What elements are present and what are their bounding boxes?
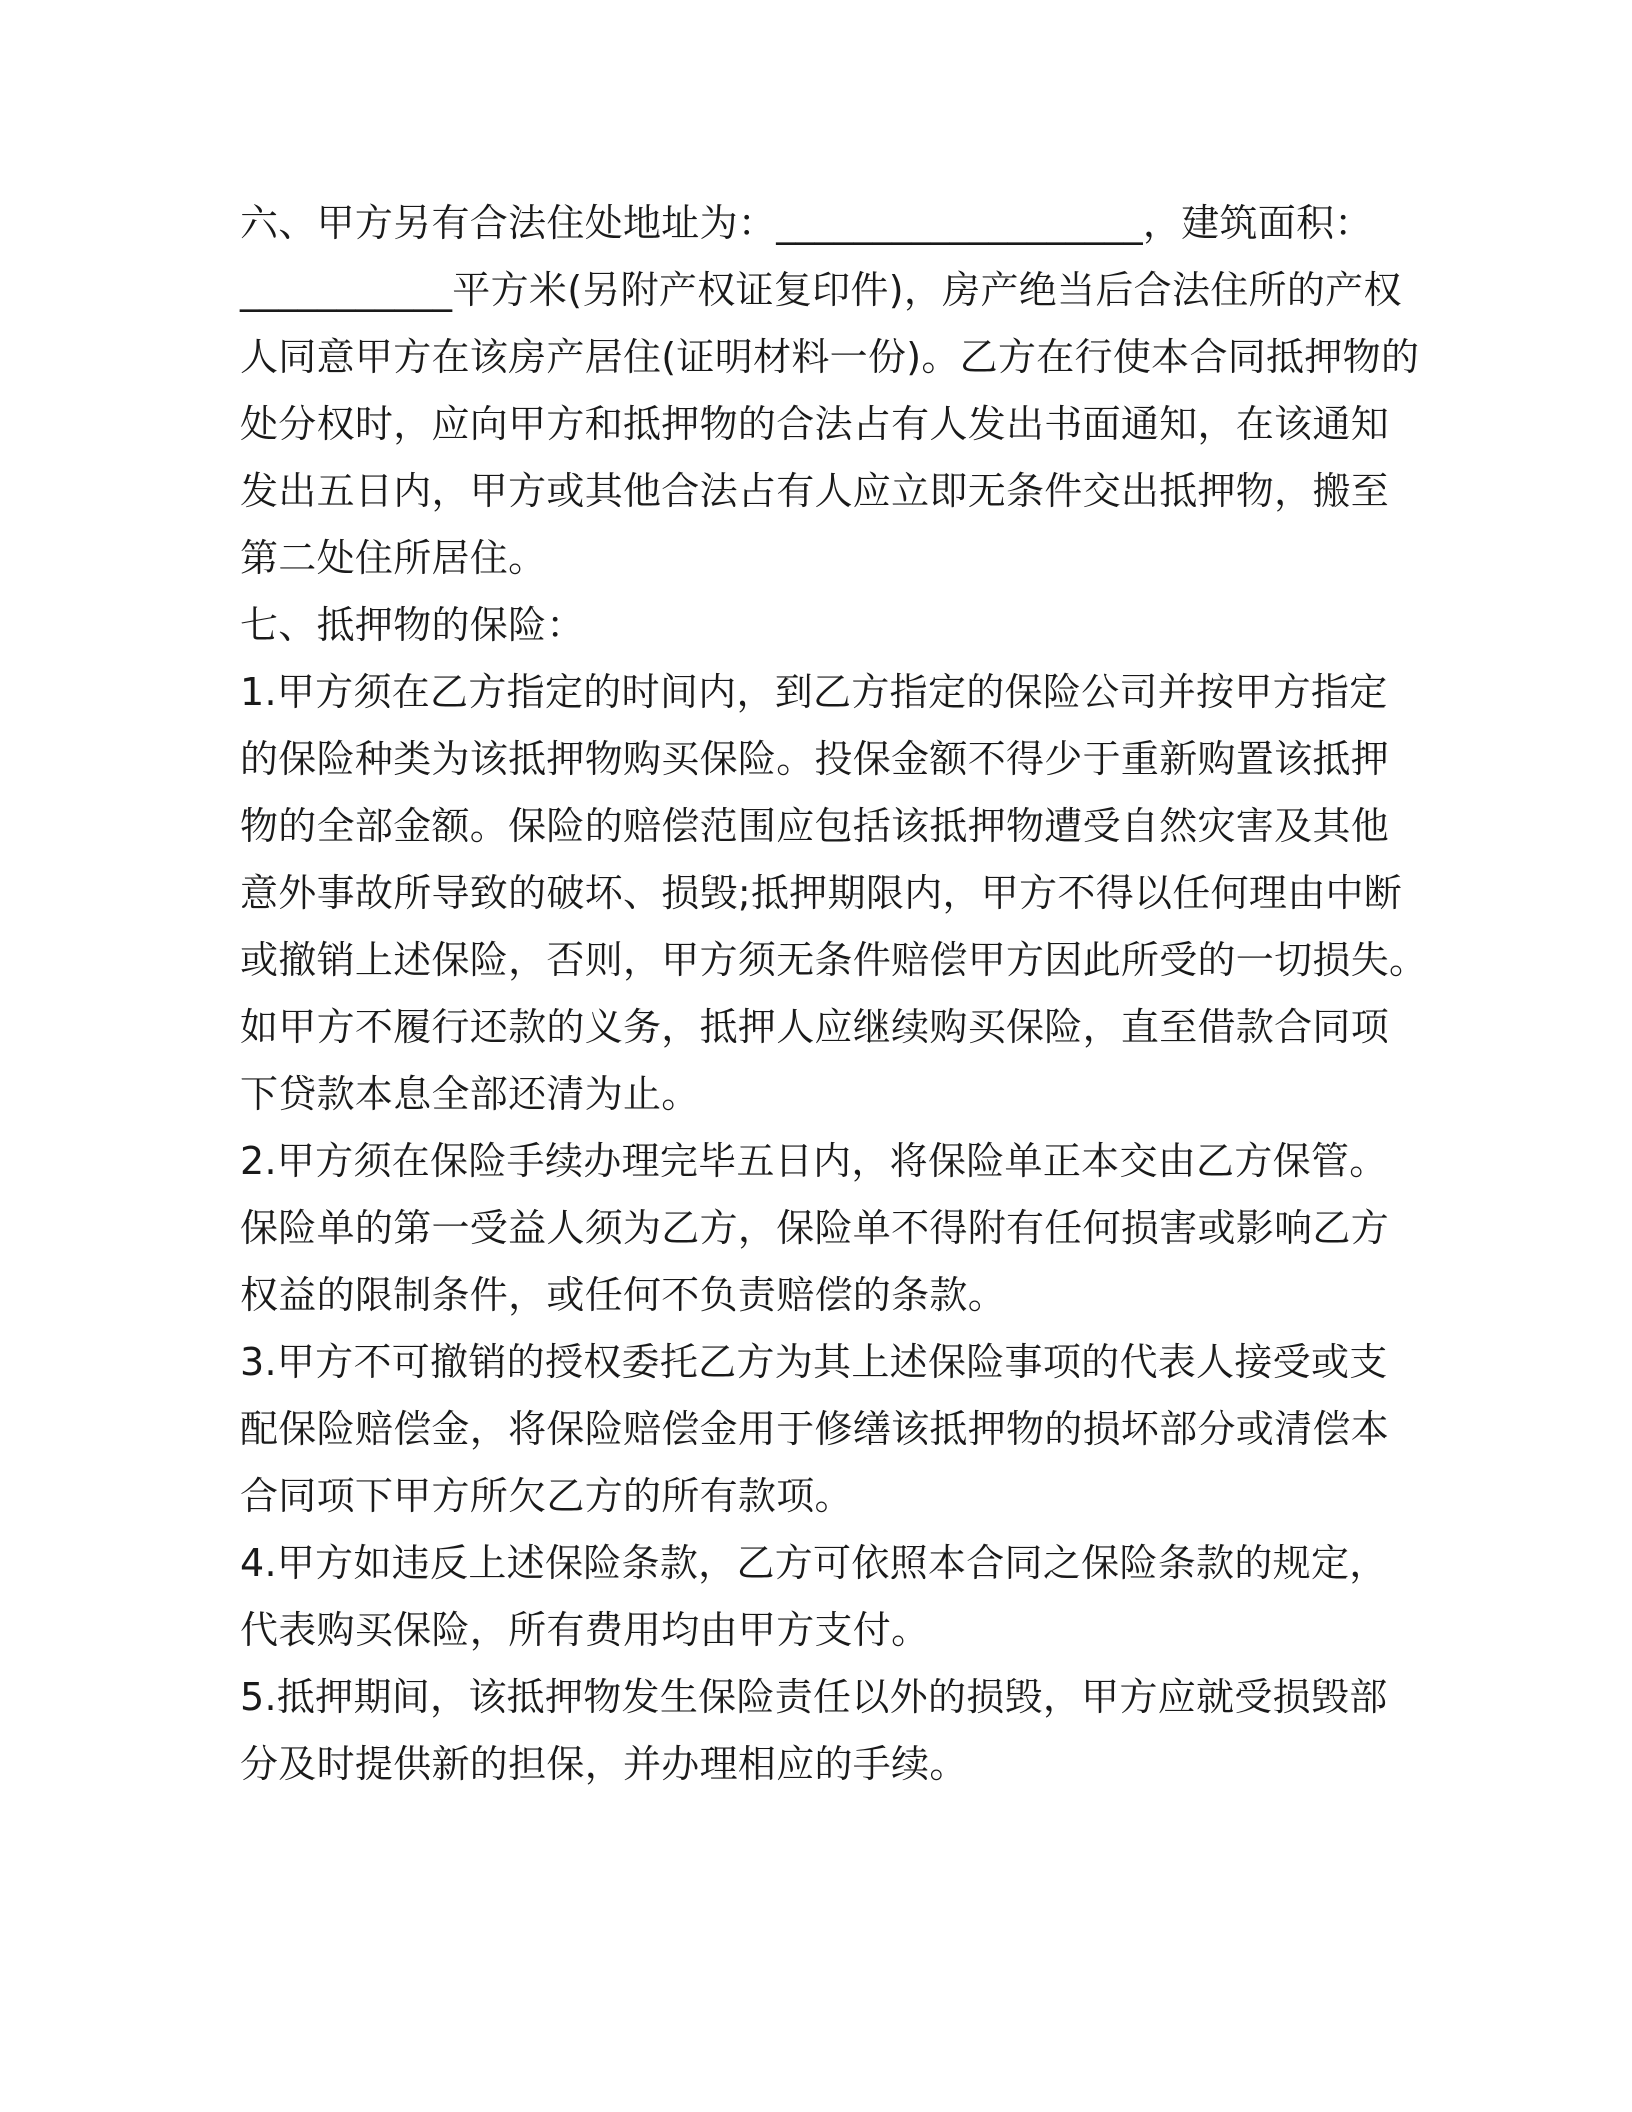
text-line: 下贷款本息全部还清为止。	[240, 1072, 700, 1116]
text-line: 分及时提供新的担保，并办理相应的手续。	[240, 1742, 968, 1786]
text-line: 4.甲方如违反上述保险条款，乙方可依照本合同之保险条款的规定，	[240, 1541, 1388, 1585]
text-line: 第二处住所居住。	[240, 536, 547, 580]
text-line: ___________平方米(另附产权证复印件)，房产绝当后合法住所的产权	[240, 268, 1402, 312]
text-line: 配保险赔偿金，将保险赔偿金用于修缮该抵押物的损坏部分或清偿本	[240, 1407, 1390, 1451]
text-line: 1.甲方须在乙方指定的时间内，到乙方指定的保险公司并按甲方指定	[240, 670, 1388, 714]
text-line: 5.抵押期间，该抵押物发生保险责任以外的损毁，甲方应就受损毁部	[240, 1675, 1388, 1719]
text-line: 发出五日内，甲方或其他合法占有人应立即无条件交出抵押物，搬至	[240, 469, 1390, 513]
text-line: 处分权时，应向甲方和抵押物的合法占有人发出书面通知，在该通知	[240, 402, 1390, 446]
text-line: 六、甲方另有合法住处地址为：___________________，建筑面积：	[240, 201, 1373, 245]
text-line: 如甲方不履行还款的义务，抵押人应继续购买保险，直至借款合同项	[240, 1005, 1390, 1049]
section-heading: 七、抵押物的保险：	[240, 603, 585, 647]
text-line: 保险单的第一受益人须为乙方，保险单不得附有任何损害或影响乙方	[240, 1206, 1390, 1250]
text-line: 合同项下甲方所欠乙方的所有款项。	[240, 1474, 853, 1518]
text-line: 意外事故所导致的破坏、损毁;抵押期限内，甲方不得以任何理由中断	[240, 871, 1403, 915]
text-line: 2.甲方须在保险手续办理完毕五日内，将保险单正本交由乙方保管。	[240, 1139, 1388, 1183]
text-line: 代表购买保险，所有费用均由甲方支付。	[240, 1608, 930, 1652]
text-line: 权益的限制条件，或任何不负责赔偿的条款。	[240, 1273, 1007, 1317]
text-line: 或撤销上述保险，否则，甲方须无条件赔偿甲方因此所受的一切损失。	[240, 938, 1428, 982]
text-line: 人同意甲方在该房产居住(证明材料一份)。乙方在行使本合同抵押物的	[240, 335, 1420, 379]
text-line: 3.甲方不可撤销的授权委托乙方为其上述保险事项的代表人接受或支	[240, 1340, 1388, 1384]
document-body	[240, 190, 1428, 1798]
text-line: 的保险种类为该抵押物购买保险。投保金额不得少于重新购置该抵押	[240, 737, 1390, 781]
text-line: 物的全部金额。保险的赔偿范围应包括该抵押物遭受自然灾害及其他	[240, 804, 1390, 848]
